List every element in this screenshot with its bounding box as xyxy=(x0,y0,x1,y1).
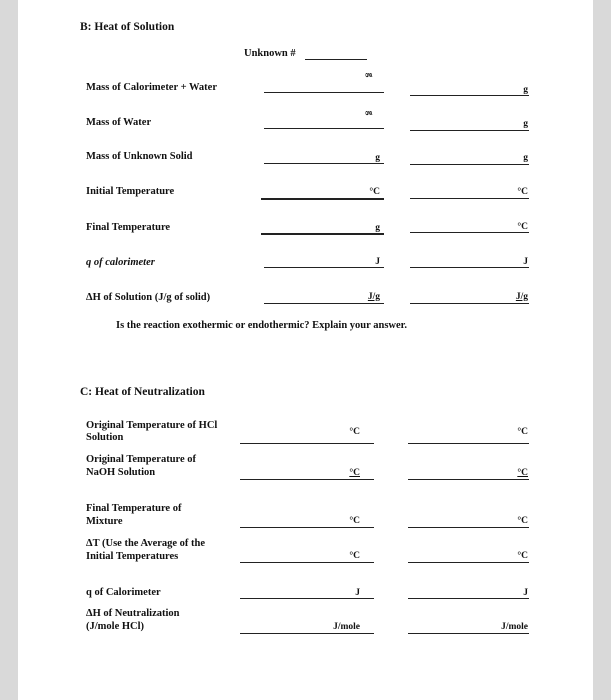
unknown-number-label: Unknown # xyxy=(244,48,296,59)
c-row-label-line2: Solution xyxy=(86,432,124,443)
c-row-blank1[interactable] xyxy=(240,479,374,480)
c-row-unit1: °C xyxy=(349,516,360,526)
c-row-unit2: °C xyxy=(517,516,528,526)
section-c-title: C: Heat of Neutralization xyxy=(80,386,205,398)
b-row-label: Mass of Calorimeter + Water xyxy=(86,82,217,93)
c-row-label-line2: Initial Temperatures xyxy=(86,551,179,562)
c-row-blank2[interactable] xyxy=(408,562,529,563)
b-row-label: Mass of Unknown Solid xyxy=(86,151,193,162)
b-row-label: q of calorimeter xyxy=(86,257,155,268)
b-row-blank1[interactable] xyxy=(261,198,384,200)
c-row-label-line1: Original Temperature of HCl xyxy=(86,420,218,431)
b-row-label: Initial Temperature xyxy=(86,186,175,197)
section-b-title: B: Heat of Solution xyxy=(80,21,175,33)
c-row-blank1[interactable] xyxy=(240,443,374,444)
b-row-label: ΔH of Solution (J/g of solid) xyxy=(86,292,211,303)
c-row-unit2: °C xyxy=(517,468,528,478)
c-row-blank2[interactable] xyxy=(408,527,529,528)
c-row-blank2[interactable] xyxy=(408,479,529,480)
c-row-blank2[interactable] xyxy=(408,443,529,444)
c-row-unit2: J/mole xyxy=(501,622,528,632)
b-row-blank1[interactable] xyxy=(264,303,384,304)
b-row-blank2[interactable] xyxy=(410,95,529,96)
b-row-blank2[interactable] xyxy=(410,164,529,165)
c-row-unit1: °C xyxy=(349,427,360,437)
exo-endo-question: Is the reaction exothermic or endothermic? Explain your answer. xyxy=(116,320,407,331)
b-row-blank1[interactable] xyxy=(264,92,384,93)
b-row-blank2[interactable] xyxy=(410,267,529,268)
b-row-unit1: g xyxy=(375,223,380,233)
c-row-label-line1: q of Calorimeter xyxy=(86,587,161,598)
c-row-label-line1: Final Temperature of xyxy=(86,503,182,514)
b-row-unit1: g xyxy=(365,110,376,116)
c-row-unit2: J xyxy=(523,588,528,598)
b-row-label: Final Temperature xyxy=(86,222,171,233)
c-row-label-line2: (J/mole HCl) xyxy=(86,621,145,632)
b-row-blank1[interactable] xyxy=(264,267,384,268)
c-row-label-line1: ΔH of Neutralization xyxy=(86,608,180,619)
b-row-blank1[interactable] xyxy=(261,233,384,235)
c-row-blank1[interactable] xyxy=(240,562,374,563)
b-row-blank2[interactable] xyxy=(410,303,529,304)
b-row-unit2: g xyxy=(523,85,528,95)
c-row-label-line2: Mixture xyxy=(86,516,123,527)
c-row-blank2[interactable] xyxy=(408,633,529,634)
b-row-blank2[interactable] xyxy=(410,130,529,131)
c-row-unit2: °C xyxy=(517,427,528,437)
c-row-unit2: °C xyxy=(517,551,528,561)
b-row-blank1[interactable] xyxy=(264,128,384,129)
b-row-blank2[interactable] xyxy=(410,232,529,233)
unknown-number-line[interactable] xyxy=(305,59,367,60)
b-row-unit1: J xyxy=(375,257,380,267)
c-row-label-line1: Original Temperature of xyxy=(86,454,197,465)
c-row-blank1[interactable] xyxy=(240,598,374,599)
b-row-blank2[interactable] xyxy=(410,198,529,199)
b-row-unit1: g xyxy=(365,72,376,78)
b-row-unit2: °C xyxy=(517,187,528,197)
c-row-label-line2: NaOH Solution xyxy=(86,467,156,478)
c-row-label-line1: ΔT (Use the Average of the xyxy=(86,538,206,549)
c-row-blank1[interactable] xyxy=(240,527,374,528)
c-row-blank2[interactable] xyxy=(408,598,529,599)
b-row-unit2: J/g xyxy=(515,292,528,302)
b-row-unit2: J xyxy=(523,257,528,267)
c-row-unit1: J xyxy=(355,588,360,598)
b-row-unit2: g xyxy=(523,119,528,129)
b-row-unit2: °C xyxy=(517,222,528,232)
b-row-blank1[interactable] xyxy=(264,163,384,164)
c-row-unit1: °C xyxy=(349,468,360,478)
b-row-unit1: g xyxy=(375,153,380,163)
c-row-unit1: J/mole xyxy=(333,622,360,632)
c-row-blank1[interactable] xyxy=(240,633,374,634)
b-row-unit1: °C xyxy=(369,187,380,197)
b-row-label: Mass of Water xyxy=(86,117,152,128)
c-row-unit1: °C xyxy=(349,551,360,561)
b-row-unit1: J/g xyxy=(367,292,380,302)
worksheet-page xyxy=(18,0,593,700)
b-row-unit2: g xyxy=(523,153,528,163)
